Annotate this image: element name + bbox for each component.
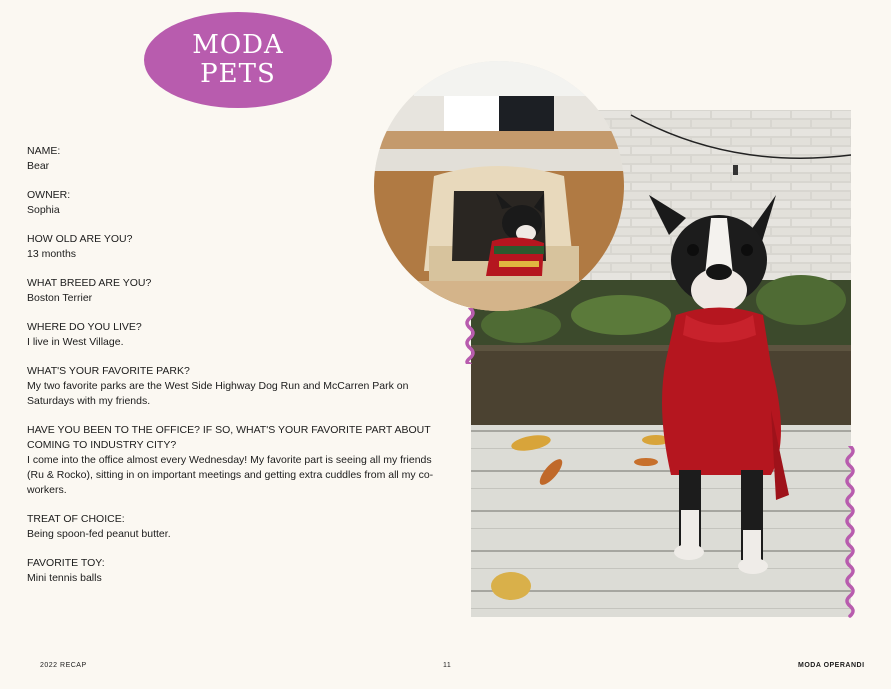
qa-favorite-park: [27, 364, 447, 409]
answer: Sophia: [27, 204, 60, 216]
squiggle-decoration-right: [842, 446, 858, 618]
qa-treat: [27, 512, 447, 542]
question: HAVE YOU BEEN TO THE OFFICE? IF SO, WHAT'S YOUR FAVORITE PART ABOUT COMING TO INDUSTRY CITY?: [27, 424, 431, 451]
qa-office: [27, 423, 447, 498]
answer: Being spoon-fed peanut butter.: [27, 528, 171, 540]
moda-pets-logo: [144, 12, 332, 108]
answer: Bear: [27, 160, 50, 172]
footer-left: 2022 RECAP: [40, 662, 87, 669]
question: WHAT BREED ARE YOU?: [27, 277, 152, 289]
answer: Boston Terrier: [27, 292, 93, 304]
question: HOW OLD ARE YOU?: [27, 233, 133, 245]
qa-toy: [27, 556, 447, 586]
question: FAVORITE TOY:: [27, 557, 105, 569]
question: TREAT OF CHOICE:: [27, 513, 125, 525]
footer-brand: MODA OPERANDI: [798, 662, 865, 669]
qa-breed: [27, 276, 447, 306]
question: OWNER:: [27, 189, 71, 201]
answer: My two favorite parks are the West Side Highway Dog Run and McCarren Park on Saturdays with my friends.: [27, 380, 409, 407]
answer: 13 months: [27, 248, 77, 260]
page-number: 11: [443, 662, 452, 669]
answer: I come into the office almost every Wednesday! My favorite part is seeing all my friends (Ru & Rocko), sitting in on important meetings and getting extra cuddles from all my co-workers.: [27, 454, 434, 496]
question: WHAT'S YOUR FAVORITE PARK?: [27, 365, 190, 377]
dog-office-photo: [374, 61, 624, 311]
logo-line-2: PETS: [200, 59, 276, 89]
question: WHERE DO YOU LIVE?: [27, 321, 142, 333]
answer: Mini tennis balls: [27, 572, 102, 584]
dog-office-illustration: [374, 61, 624, 311]
qa-location: [27, 320, 447, 350]
logo-line-1: MODA: [192, 30, 284, 60]
answer: I live in West Village.: [27, 336, 124, 348]
question: NAME:: [27, 145, 61, 157]
squiggle-decoration-left: [462, 308, 478, 364]
